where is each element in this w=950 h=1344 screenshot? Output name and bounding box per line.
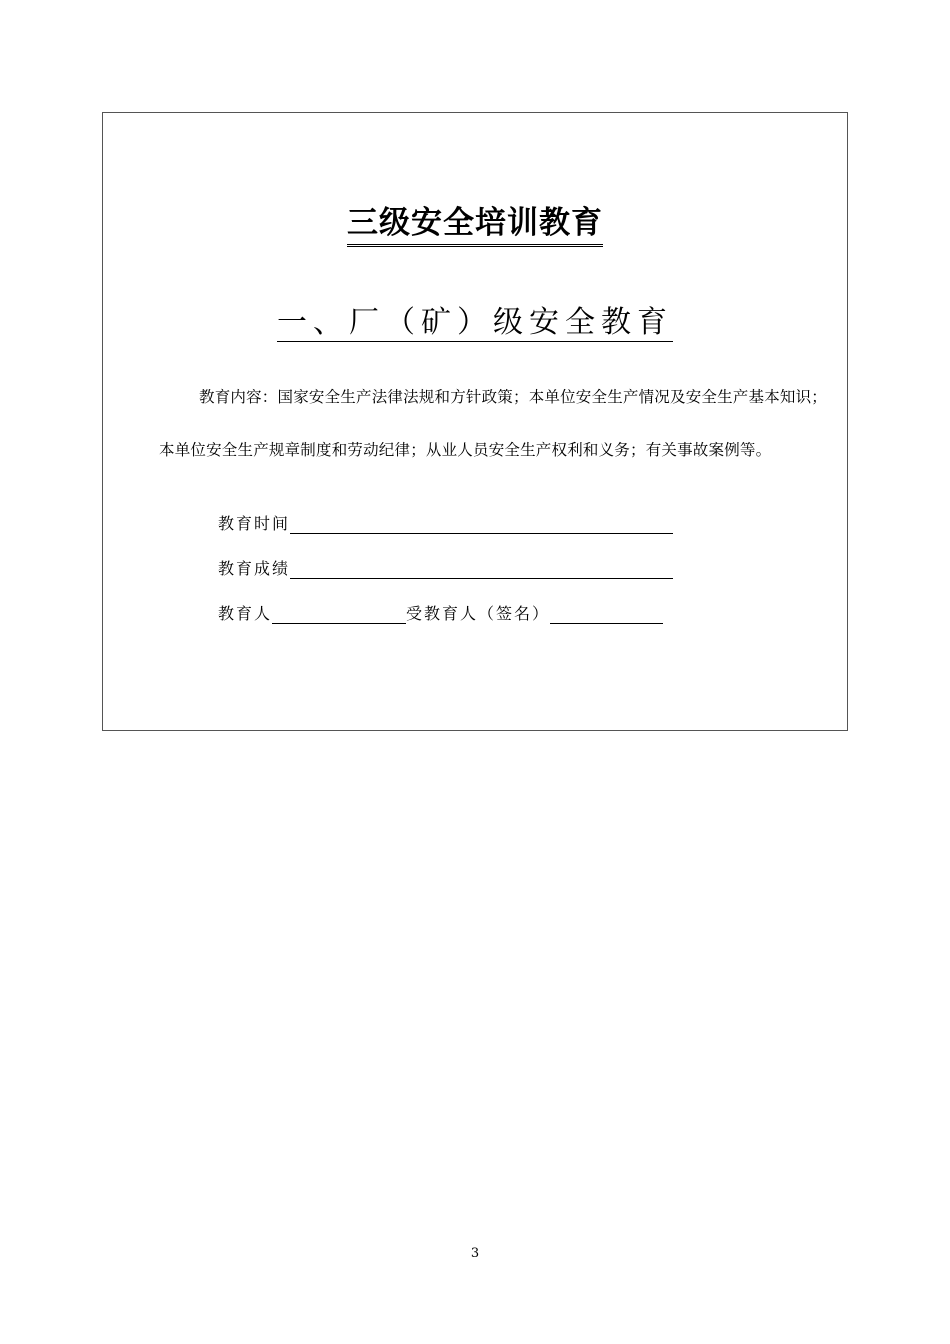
trainee-signature-field[interactable] <box>550 605 663 624</box>
education-score-field[interactable] <box>290 560 673 579</box>
section-title <box>103 305 847 342</box>
education-time-field[interactable] <box>290 515 673 534</box>
education-score-label: 教育成绩 <box>218 559 291 578</box>
education-time-row <box>218 510 673 534</box>
main-title <box>103 205 847 247</box>
education-time-label: 教育时间 <box>218 514 291 533</box>
section-title-text: 一、厂（矿）级安全教育 <box>277 305 673 340</box>
signature-row <box>218 600 663 624</box>
educator-field[interactable] <box>272 605 406 624</box>
trainee-label: 受教育人（签名） <box>406 604 551 623</box>
training-form <box>102 112 848 731</box>
educator-label: 教育人 <box>218 604 273 623</box>
education-score-row <box>218 555 673 579</box>
main-title-text: 三级安全培训教育 <box>347 206 603 247</box>
page-number: 3 <box>470 1246 480 1261</box>
education-content: 教育内容：国家安全生产法律法规和方针政策；本单位安全生产情况及安全生产基本知识；本单位安全生产规章制度和劳动纪律；从业人员安全生产权利和义务；有关事故案例等。 <box>159 388 828 459</box>
